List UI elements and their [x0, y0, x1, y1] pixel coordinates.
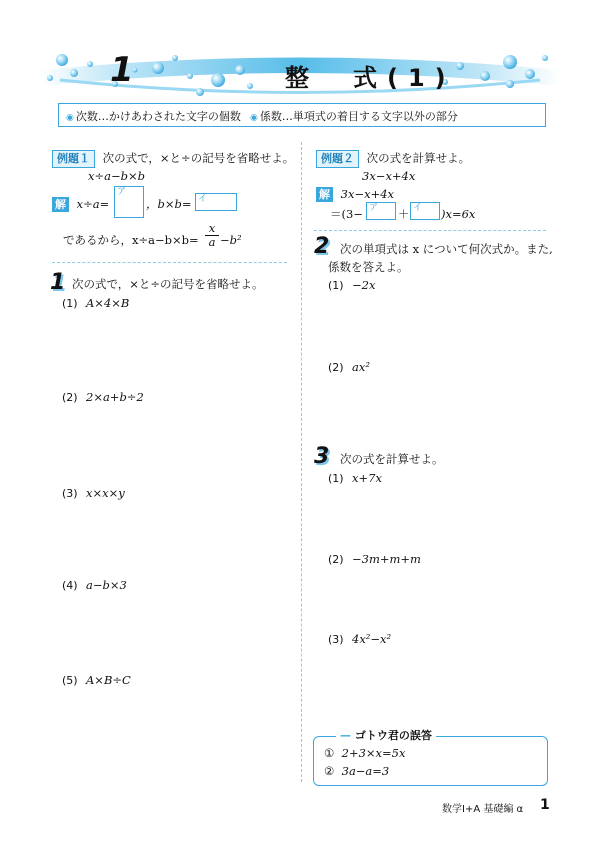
- problem-2-question-line2: 係数を答えよ。: [328, 260, 409, 274]
- item-expr: 2+3×x=5x: [341, 746, 406, 760]
- problem-1-item: [62, 296, 129, 310]
- example-tag: 例題１: [52, 150, 95, 168]
- problem-3-item: [328, 552, 421, 566]
- solution-plus: ＋: [398, 207, 410, 221]
- problem-3-item: [328, 632, 391, 646]
- bullet-icon: ◉: [66, 113, 74, 123]
- conclusion-text: であるから，x÷a−b×b=: [63, 233, 199, 247]
- chapter-number: 1: [110, 50, 134, 90]
- box-label: ア: [117, 187, 127, 197]
- summary-text: 次数…かけあわされた文字の個数: [75, 110, 241, 123]
- problem-number: 2: [314, 234, 330, 259]
- item-label: (4): [62, 579, 78, 592]
- item-expr: a−b×3: [86, 578, 127, 592]
- solution-line: [52, 196, 109, 212]
- chapter-title: 整 式(1): [285, 64, 456, 92]
- example-question: 次の式で，×と÷の記号を省略せよ。: [102, 151, 295, 165]
- answer-box-a[interactable]: [114, 186, 144, 218]
- item-expr: 3a−a=3: [341, 764, 390, 778]
- solution-tag: 解: [316, 187, 333, 202]
- problem-1-item: [62, 486, 125, 500]
- mistake-item: [324, 763, 389, 779]
- solution-tag: 解: [52, 197, 69, 212]
- fraction-numerator: x: [205, 222, 219, 236]
- example-question: 次の式を計算せよ。: [366, 151, 471, 165]
- example-2-header: [316, 150, 470, 168]
- summary-text: 係数…単項式の着目する文字以外の部分: [259, 110, 458, 123]
- item-expr: x×x×y: [86, 486, 125, 500]
- box-label: イ: [413, 203, 423, 213]
- section-divider: [52, 262, 287, 263]
- summary-item-coefficient: [250, 108, 458, 124]
- example-expr: 3x−x+4x: [362, 169, 416, 183]
- item-expr: A×B÷C: [86, 673, 131, 687]
- conclusion: [63, 232, 199, 248]
- solution-line2-post: )x=6x: [441, 207, 476, 221]
- item-label: (1): [328, 279, 344, 292]
- item-label: ②: [324, 764, 335, 778]
- problem-2-item: [328, 278, 375, 292]
- summary-item-degree: [66, 108, 241, 124]
- example-tag: 例題２: [316, 150, 359, 168]
- page-number: 1: [540, 797, 550, 813]
- dash-icon: —: [340, 729, 355, 742]
- solution-part-a: x÷a=: [76, 197, 110, 211]
- item-label: (2): [62, 391, 78, 404]
- item-label: (1): [328, 472, 344, 485]
- item-label: (2): [328, 361, 344, 374]
- problem-3-question: 次の式を計算せよ。: [340, 452, 444, 466]
- item-expr: x+7x: [352, 471, 382, 485]
- answer-box-i[interactable]: [410, 202, 440, 220]
- mistake-title-text: ゴトウ君の誤答: [354, 729, 432, 742]
- conclusion-tail: −b²: [220, 233, 242, 247]
- fraction: [205, 222, 219, 249]
- box-label: ア: [369, 203, 379, 213]
- problem-2-item: [328, 360, 370, 374]
- bullet-icon: ◉: [250, 113, 258, 123]
- mistake-item: [324, 745, 405, 761]
- item-label: (1): [62, 297, 78, 310]
- problem-2-question-line1: 次の単項式は x について何次式か。また,: [340, 242, 553, 256]
- solution-line2-pre: ＝(3−: [330, 207, 363, 221]
- item-label: (3): [328, 633, 344, 646]
- item-expr: 2×a+b÷2: [86, 390, 144, 404]
- section-divider: [314, 230, 546, 231]
- book-title: 数学Ⅰ+A 基礎編 α: [442, 804, 524, 815]
- problem-3-item: [328, 471, 382, 485]
- problem-1-item: [62, 390, 144, 404]
- solution-line: [316, 186, 394, 202]
- item-expr: −3m+m+m: [352, 552, 421, 566]
- item-expr: ax²: [352, 360, 370, 374]
- answer-box-i[interactable]: [195, 193, 237, 211]
- answer-box-a[interactable]: [366, 202, 396, 220]
- item-label: (5): [62, 674, 78, 687]
- problem-1-item: [62, 578, 127, 592]
- problem-1-item: [62, 673, 131, 687]
- mistake-title: [336, 727, 436, 743]
- example-expr: x÷a−b×b: [88, 169, 145, 183]
- solution-expr: 3x−x+4x: [340, 187, 395, 201]
- item-label: (2): [328, 553, 344, 566]
- item-label: ①: [324, 746, 335, 760]
- problem-1-question: 次の式で，×と÷の記号を省略せよ。: [72, 277, 264, 291]
- fraction-denominator: a: [208, 235, 216, 249]
- column-divider: [301, 142, 302, 782]
- box-label: イ: [198, 194, 208, 204]
- item-expr: A×4×B: [86, 296, 130, 310]
- item-expr: 4x²−x²: [352, 632, 392, 646]
- problem-number: 1: [50, 270, 66, 295]
- problem-number: 3: [314, 444, 330, 469]
- solution-part-b: ，b×b=: [146, 197, 192, 211]
- item-label: (3): [62, 487, 78, 500]
- item-expr: −2x: [352, 278, 376, 292]
- example-1-header: [52, 150, 294, 168]
